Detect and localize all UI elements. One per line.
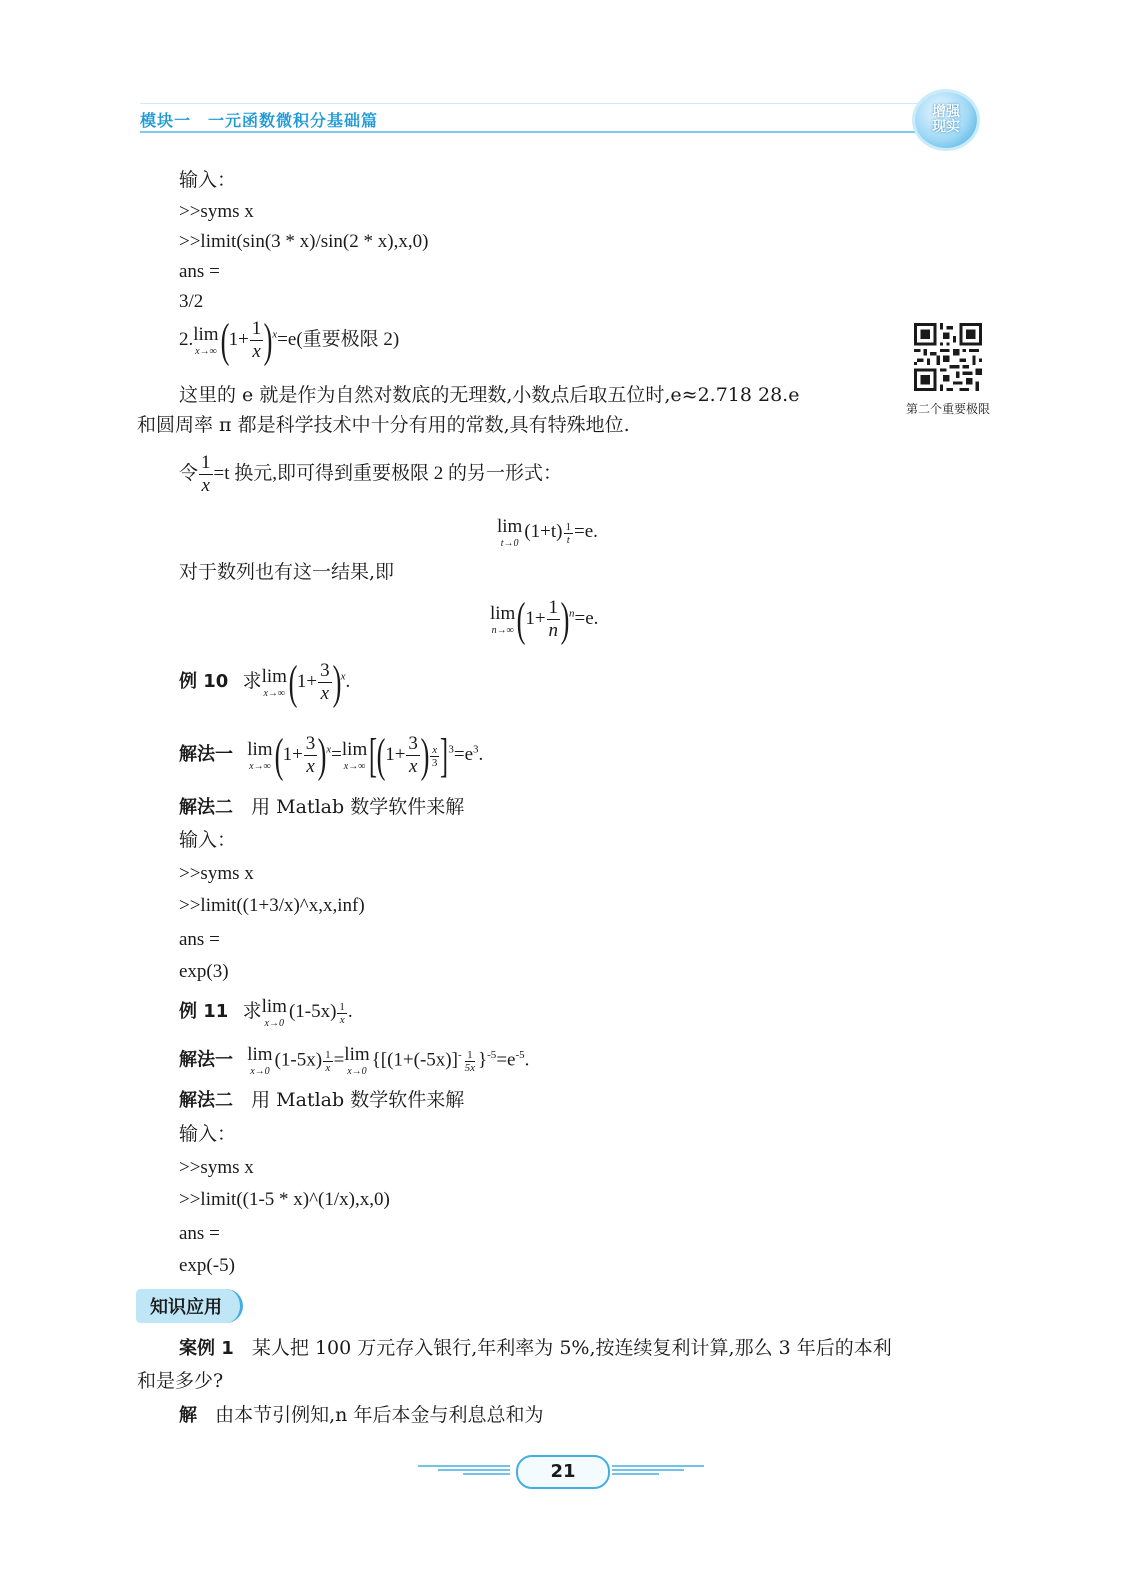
substitution-line: 令 $\frac{1}{x}$ =t 换元,即可得到重要极限 2 的另一形式： [179,452,563,496]
example-11-solution-2: 解法二 用 Matlab 数学软件来解 [179,1089,465,1111]
example-10-solution-2: 解法二 用 Matlab 数学软件来解 [179,796,465,818]
example-10-question: 例 10 求 lim x→∞ (1+ $\frac{3}{x}$ )$^x$. [179,655,351,709]
example-label: 例 10 [179,670,229,692]
matlab-result: exp(3) [179,961,229,982]
matlab-ans-label: ans = [179,261,220,282]
matlab-result: exp(-5) [179,1255,235,1276]
input-label: 输入： [179,829,237,851]
case-1-line1: 案例 1 某人把 100 万元存入银行,年利率为 5%,按连续复利计算,那么 3 年后的本利 [179,1337,892,1359]
paragraph-e-line1: 这里的 e 就是作为自然对数底的无理数,小数点后取五位时,e≈2.718 28.e [179,384,800,406]
limit-operator: lim x→∞ [193,324,219,357]
formula-limit-n: lim n→∞ (1+ $\frac{1}{n}$ )$^n$=e. [490,592,599,646]
augmented-reality-badge[interactable] [915,92,977,148]
badge-label: 增强现实 [932,104,960,135]
matlab-command: >>limit((1+3/x)^x,x,inf) [179,895,365,916]
matlab-ans-label: ans = [179,1223,220,1244]
case-1-solution: 解 由本节引例知,n 年后本金与利息总和为 [179,1404,544,1426]
knowledge-application-tag: 知识应用 [136,1289,243,1323]
important-limit-2: 2. lim x→∞ (1+ $\frac{1}{x}$ )$^x$=e(重要极限 2) [179,313,400,367]
footer-decoration-right [612,1463,704,1477]
matlab-ans-label: ans = [179,929,220,950]
matlab-command: >>limit((1-5 * x)^(1/x),x,0) [179,1189,390,1210]
matlab-command: >>syms x [179,863,254,884]
formula-limit-t: lim t→0 (1+t) $\frac{1}{t}$ =e. [497,516,598,549]
example-11-question: 例 11 求 lim x→0 (1-5x) $\frac{1}{x}$ . [179,996,353,1029]
input-label: 输入： [179,1123,237,1145]
qr-caption: 第二个重要极限 [905,402,990,416]
page-header-title: 模块一 一元函数微积分基础篇 [140,111,379,130]
qr-code-icon[interactable] [914,323,982,391]
footer-decoration-left [418,1463,510,1477]
matlab-command: >>limit(sin(3 * x)/sin(2 * x),x,0) [179,231,429,252]
case-1-line2: 和是多少? [137,1370,224,1392]
sequence-text: 对于数列也有这一结果,即 [179,561,395,583]
item-number: 2. [179,328,194,350]
page-number: 21 [516,1455,610,1489]
example-10-solution-1: 解法一 lim x→∞ (1+ $\frac{3}{x}$ )$^x$= lim x→∞ [(1+ $\frac{3}{x}$ ) $\frac{x}{3}$ ]$^3=e^3$. [179,728,484,782]
matlab-result: 3/2 [179,291,204,312]
matlab-command: >>syms x [179,1157,254,1178]
matlab-command: >>syms x [179,201,254,222]
header-rule [140,131,920,133]
input-label: 输入： [179,169,237,191]
paragraph-e-line2: 和圆周率 π 都是科学技术中十分有用的常数,具有特殊地位. [137,414,630,436]
header-top-rule [140,103,920,104]
example-11-solution-1: 解法一 lim x→0 (1-5x) $\frac{1}{x}$ = lim x→0 {[(1+(-5x)]- $\frac{1}{5x}$ }$^{-5}=e^{-5}$. [179,1044,530,1078]
